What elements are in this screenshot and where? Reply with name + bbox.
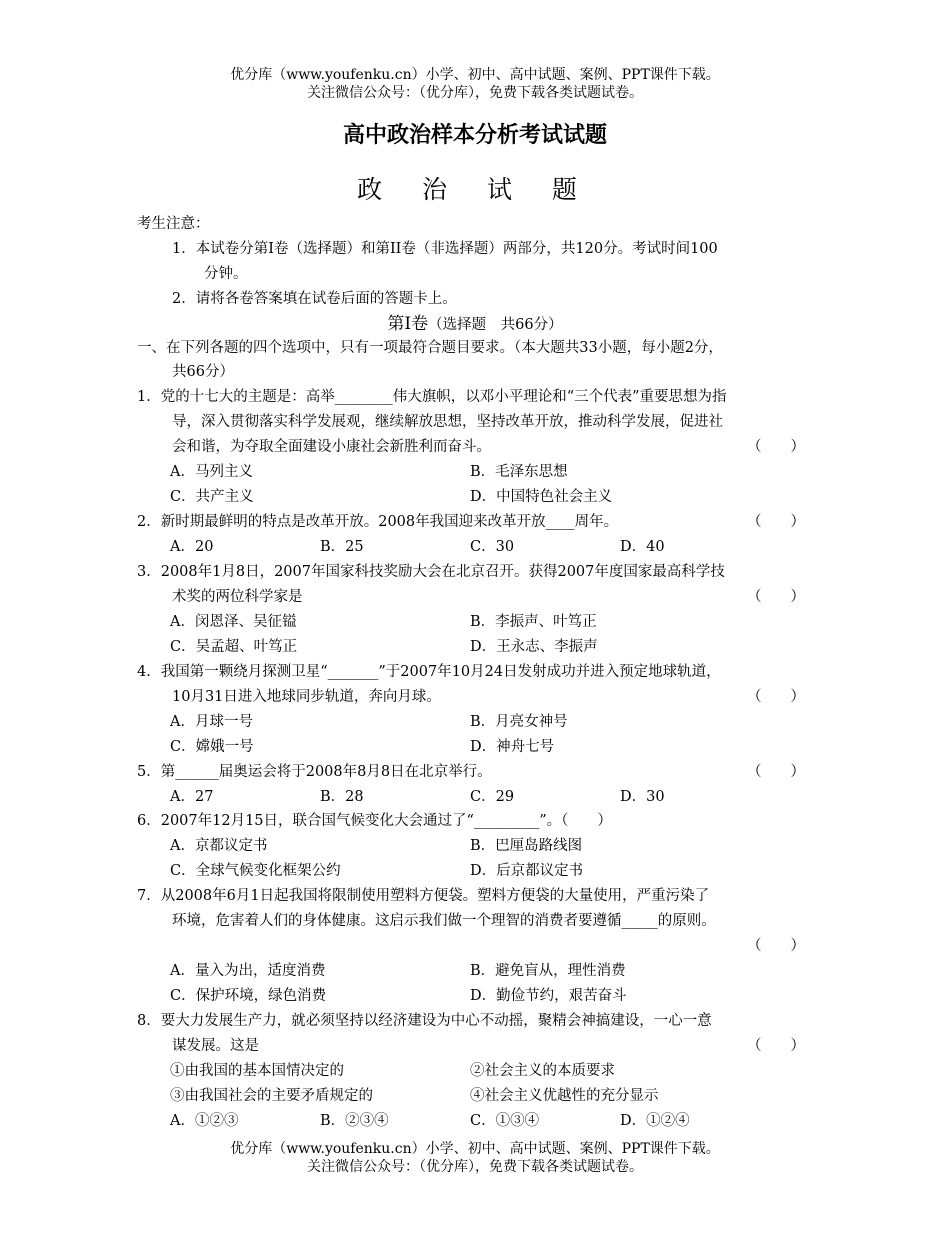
q2-option-c: C．30 — [470, 539, 515, 555]
q6-option-b: B．巴厘岛路线图 — [470, 838, 583, 854]
q6-option-a: A．京都议定书 — [170, 838, 268, 854]
q1-line-1: 1．党的十七大的主题是：高举________伟大旗帜，以邓小平理论和“三个代表”重要思想为指 — [137, 389, 727, 405]
q3-line-2: 术奖的两位科学家是 — [172, 589, 303, 605]
q8-option-c: C．①③④ — [470, 1113, 540, 1129]
footer-line-2: 关注微信公众号：（优分库），免费下载各类试题试卷。 — [307, 1159, 643, 1175]
page-title: 高中政治样本分析考试试题 — [342, 123, 607, 148]
q2-option-d: D．40 — [620, 539, 665, 555]
answer-paren: （ ） — [747, 938, 805, 954]
q2-option-a: A．20 — [170, 539, 214, 555]
note-1-cont: 分钟。 — [204, 266, 248, 282]
q2-line-1: 2．新时期最鲜明的特点是改革开放。2008年我国迎来改革开放____周年。 — [137, 514, 619, 530]
q5-option-a: A．27 — [170, 789, 214, 805]
q5-option-b: B．28 — [320, 789, 364, 805]
section-main: 第Ⅰ卷 — [387, 314, 429, 334]
q5-option-d: D．30 — [620, 789, 665, 805]
q1-option-d: D．中国特色社会主义 — [470, 489, 613, 505]
q7-option-d: D．勤俭节约，艰苦奋斗 — [470, 988, 627, 1004]
q1-line-2: 导，深入贯彻落实科学发展观，继续解放思想，坚持改革开放，推动科学发展，促进社 — [172, 414, 723, 430]
q1-option-a: A．马列主义 — [170, 464, 253, 480]
q7-option-c: C．保护环境，绿色消费 — [170, 988, 327, 1004]
q8-line-2: 谋发展。这是 — [172, 1038, 259, 1054]
q3-option-b: B．李振声、叶笃正 — [470, 614, 597, 630]
q8-option-d: D．①②④ — [620, 1113, 690, 1129]
q6-line-1: 6．2007年12月15日，联合国气候变化大会通过了“_________”。（ ） — [137, 813, 612, 829]
note-1: 1．本试卷分第Ⅰ卷（选择题）和第II卷（非选择题）两部分，共120分。考试时间100 — [172, 241, 718, 257]
q4-option-c: C．嫦娥一号 — [170, 739, 254, 755]
part-instructions: 一、在下列各题的四个选项中，只有一项最符合题目要求。（本大题共33小题，每小题2分， — [137, 340, 723, 356]
q4-line-1: 4．我国第一颗绕月探测卫星“_______”于2007年10月24日发射成功并进入预定地球轨道， — [137, 664, 721, 680]
page-subtitle: 政 治 试 题 — [357, 175, 593, 204]
answer-paren: （ ） — [747, 514, 805, 530]
part-instructions-cont: 共66分） — [172, 364, 234, 380]
section-heading — [0, 313, 950, 336]
q7-option-b: B．避免盲从，理性消费 — [470, 963, 626, 979]
q4-option-b: B．月亮女神号 — [470, 714, 568, 730]
q8-statement-1: ①由我国的基本国情决定的 — [170, 1063, 344, 1079]
section-sub: （选择题 共66分） — [428, 317, 563, 333]
answer-paren: （ ） — [747, 1038, 805, 1054]
notes-heading: 考生注意： — [137, 216, 210, 232]
answer-paren: （ ） — [747, 764, 805, 780]
q6-option-d: D．后京都议定书 — [470, 863, 584, 879]
answer-paren: （ ） — [747, 439, 805, 455]
q4-option-a: A．月球一号 — [170, 714, 253, 730]
q8-option-b: B．②③④ — [320, 1113, 389, 1129]
q3-line-1: 3．2008年1月8日，2007年国家科技奖励大会在北京召开。获得2007年度国家最高科学技 — [137, 564, 725, 580]
answer-paren: （ ） — [747, 589, 805, 605]
q1-line-3: 会和谐，为夺取全面建设小康社会新胜利而奋斗。 — [172, 439, 491, 455]
q4-line-2: 10月31日进入地球同步轨道，奔向月球。 — [172, 689, 441, 705]
q5-line-1: 5．第______届奥运会将于2008年8月8日在北京举行。 — [137, 764, 492, 780]
answer-paren: （ ） — [747, 689, 805, 705]
q8-option-a: A．①②③ — [170, 1113, 239, 1129]
q2-option-b: B．25 — [320, 539, 364, 555]
header-line-1: 优分库（www.youfenku.cn）小学、初中、高中试题、案例、PPT课件下载。 — [230, 67, 720, 83]
q5-option-c: C．29 — [470, 789, 515, 805]
q3-option-a: A．闵恩泽、吴征镒 — [170, 614, 297, 630]
q1-option-b: B．毛泽东思想 — [470, 464, 568, 480]
q1-option-c: C．共产主义 — [170, 489, 254, 505]
q7-option-a: A．量入为出，适度消费 — [170, 963, 326, 979]
q3-option-d: D．王永志、李振声 — [470, 639, 598, 655]
q7-line-1: 7．从2008年6月1日起我国将限制使用塑料方便袋。塑料方便袋的大量使用，严重污染了 — [137, 888, 710, 904]
q4-option-d: D．神舟七号 — [470, 739, 555, 755]
note-2: 2．请将各卷答案填在试卷后面的答题卡上。 — [172, 291, 457, 307]
q8-line-1: 8．要大力发展生产力，就必须坚持以经济建设为中心不动摇，聚精会神搞建设，一心一意 — [137, 1013, 712, 1029]
q8-statement-3: ③由我国社会的主要矛盾规定的 — [170, 1088, 373, 1104]
q8-statement-2: ②社会主义的本质要求 — [470, 1063, 615, 1079]
q3-option-c: C．吴孟超、叶笃正 — [170, 639, 298, 655]
footer-line-1: 优分库（www.youfenku.cn）小学、初中、高中试题、案例、PPT课件下载。 — [230, 1141, 720, 1157]
q6-option-c: C．全球气候变化框架公约 — [170, 863, 341, 879]
q7-line-2: 环境，危害着人们的身体健康。这启示我们做一个理智的消费者要遵循_____的原则。 — [172, 913, 716, 929]
header-line-2: 关注微信公众号：（优分库），免费下载各类试题试卷。 — [307, 85, 643, 101]
q8-statement-4: ④社会主义优越性的充分显示 — [470, 1088, 659, 1104]
